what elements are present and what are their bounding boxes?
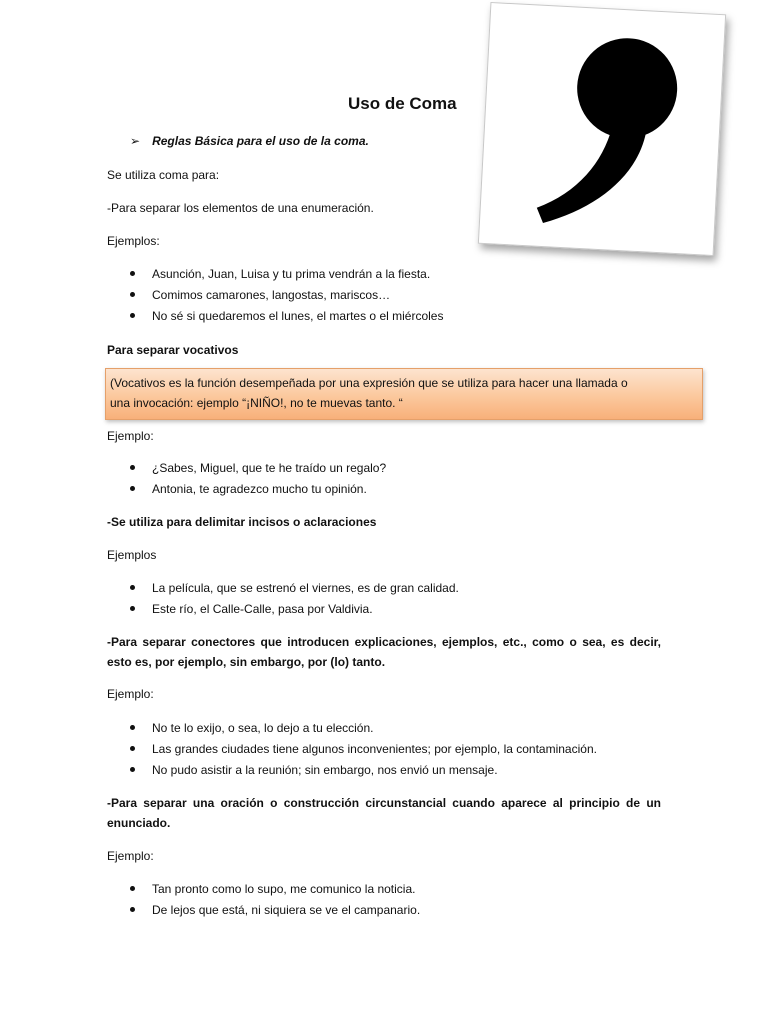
vocativo-line: (Vocativos es la función desempeñada por una expresión que se utiliza para hacer una llamada o (110, 376, 628, 390)
ejemplos-label: Ejemplos: (107, 234, 160, 248)
ejemplos-label: Ejemplos (107, 548, 157, 562)
list-item: No sé si quedaremos el lunes, el martes o el miércoles (128, 308, 443, 329)
ejemplo-label: Ejemplo: (107, 687, 154, 701)
ejemplo-label: Ejemplo: (107, 849, 154, 863)
list-item: Comimos camarones, langostas, mariscos… (128, 287, 443, 308)
list-item: ¿Sabes, Miguel, que te he traído un regalo? (128, 460, 386, 481)
list-item: Las grandes ciudades tiene algunos inconvenientes; por ejemplo, la contaminación. (128, 741, 597, 762)
example-list-conectores (128, 720, 597, 783)
example-list-enumeracion (128, 266, 443, 329)
subtitle (130, 134, 369, 148)
ejemplo-label: Ejemplo: (107, 429, 154, 443)
list-item: No pudo asistir a la reunión; sin embargo, nos envió un mensaje. (128, 762, 597, 783)
comma-image (478, 2, 726, 256)
rule-enumeracion: -Para separar los elementos de una enumeración. (107, 201, 374, 215)
comma-glyph-icon (479, 3, 725, 255)
list-item: De lejos que está, ni siquiera se ve el campanario. (128, 902, 420, 923)
list-item: Este río, el Calle-Calle, pasa por Valdivia. (128, 601, 459, 622)
list-item: Antonia, te agradezco mucho tu opinión. (128, 481, 386, 502)
list-item: Tan pronto como lo supo, me comunico la noticia. (128, 881, 420, 902)
list-item: No te lo exijo, o sea, lo dejo a tu elección. (128, 720, 597, 741)
rule-conectores: -Para separar conectores que introducen explicaciones, ejemplos, etc., como o sea, es decir, esto es, por ejemplo, sin embargo, por (lo) tanto. (107, 635, 661, 669)
intro-text: Se utiliza coma para: (107, 168, 220, 182)
rule-incisos: -Se utiliza para delimitar incisos o aclaraciones (107, 515, 377, 529)
arrowhead-bullet-icon: ➢ (130, 134, 141, 148)
rule-circunstancial: -Para separar una oración o construcción circunstancial cuando aparece al principio de un enunciado. (107, 796, 661, 830)
vocativo-definition-box (105, 368, 703, 420)
rule-vocativos: Para separar vocativos (107, 343, 239, 357)
subtitle-text: Reglas Básica para el uso de la coma. (152, 134, 369, 148)
list-item: Asunción, Juan, Luisa y tu prima vendrán a la fiesta. (128, 266, 443, 287)
vocativo-line: una invocación: ejemplo “¡NIÑO!, no te muevas tanto. “ (110, 396, 403, 410)
page-title: Uso de Coma (348, 94, 457, 113)
example-list-incisos (128, 580, 459, 622)
example-list-circunstancial (128, 881, 420, 923)
example-list-vocativos (128, 460, 386, 502)
list-item: La película, que se estrenó el viernes, es de gran calidad. (128, 580, 459, 601)
